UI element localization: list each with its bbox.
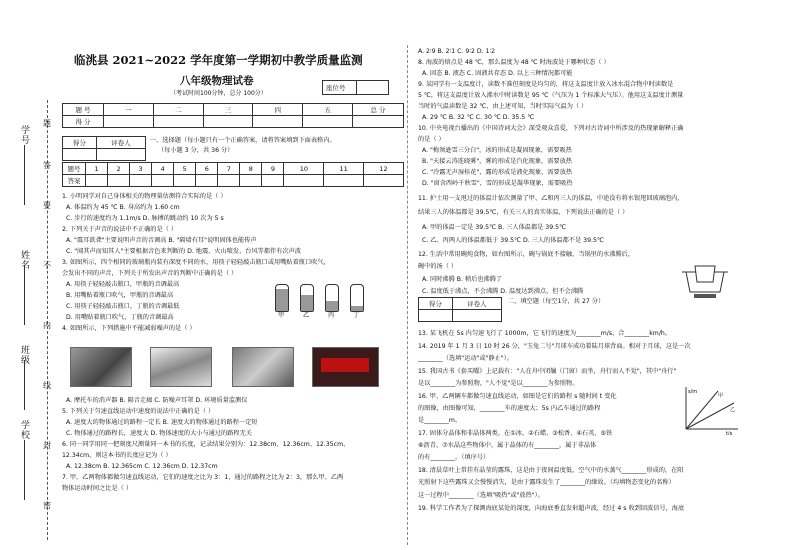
question-line: C. 物体通过的路程长，速度大 D. 物体速度的大小与通过的路程无关: [66, 430, 252, 437]
question-line: 会发出不同的声音，下列关于所发出声音的判断中正确的是（ ）: [62, 270, 238, 277]
table-cell: 得分: [63, 137, 97, 149]
grader-box: [418, 297, 502, 322]
question-line: 这一过程中________（选填"吸热"或"放热"）。: [418, 492, 544, 499]
question-line: 4. 如图所示，下列措施中不能减弱噪声的是（ ）: [62, 325, 196, 332]
stew-pot-figure: [680, 258, 730, 300]
question-line: A. 速度大的物体通过的路程一定长 B. 速度大的物体通过的路程一定短: [66, 419, 258, 426]
motorcycle-muffler-image: [70, 347, 132, 387]
table-cell: 12: [364, 163, 404, 175]
table-cell: 三: [203, 104, 253, 116]
question-line: 12. 生活中常用碗炖食物，如右图所示，碗与锅底不接触，当锅里的水沸腾后，: [418, 251, 634, 258]
score-cell[interactable]: [303, 116, 353, 128]
question-line: 11. 护士用一支甩过的体温计依次测量了甲、乙和丙三人的体温，中途没有将水银甩回玻璃泡内，: [418, 195, 684, 202]
table-cell: 得分: [419, 298, 453, 310]
question-line: 13. 某飞机在 5s 内匀速飞行了 1000m，它飞行的速度为________m/s，合________km/h。: [418, 330, 672, 337]
answer-cell[interactable]: [262, 175, 284, 187]
question-line: B. 用嘴贴着瓶口吹气，甲瓶的音调最高: [66, 292, 174, 299]
seal-char: 题: [43, 119, 51, 128]
table-cell: 8: [240, 163, 262, 175]
bowl: [695, 266, 715, 282]
question-line: 7. 甲、乙两物体都做匀速直线运动，它们的速度之比为 3：1，通过的路程之比为 2：3，那么甲、乙两: [62, 474, 344, 481]
score-cell[interactable]: [104, 116, 154, 128]
seal-char: 不: [43, 261, 51, 270]
answer-cell[interactable]: [196, 175, 218, 187]
table-cell: 10: [284, 163, 324, 175]
column-divider: [407, 45, 408, 545]
table-cell: 一: [104, 104, 154, 116]
exam-subtitle: 八年级物理试卷: [180, 75, 254, 87]
question-line: A. 用筷子轻轻敲击瓶口，甲瓶的音调最高: [66, 281, 180, 288]
question-line: 2. 下列关于声音的说法中不正确的是（ ）: [62, 226, 178, 233]
bottle-yi: [300, 284, 314, 312]
question-line: A. 甲的体温一定是 39.5℃ B. 三人体温都是 39.5℃: [422, 224, 567, 231]
table-cell: 11: [324, 163, 364, 175]
question-line: 5. 下列关于匀速直线运动中速度的说法中正确的是（ ）: [62, 408, 215, 415]
question-line: 14. 2019 年 1 月 3 日 10 时 26 分，"玉兔二号"月球车成功着陆月球背面。相对于月球，这是一次: [418, 343, 691, 350]
table-cell: 1: [86, 163, 108, 175]
table-cell: 4: [152, 163, 174, 175]
seal-char: 要: [43, 201, 51, 210]
question-line: C. "闻其声而知其人"主要根据音色来判断的 D. 地震、火山喷发、台风等都伴有次声波: [66, 248, 301, 255]
score-table-score-row: [63, 116, 404, 128]
question-line: 是以________为参照物，"人不觉"是以________为参照物。: [418, 380, 579, 387]
score-cell[interactable]: [96, 149, 145, 161]
question-line: 当时的气温读数是 32 ℃，由上述可知，当时实际气温为（ ）: [418, 103, 588, 110]
bottle-label: 甲: [278, 312, 285, 319]
answer-cell[interactable]: [174, 175, 196, 187]
bottle-label: 丙: [328, 312, 335, 319]
question-line: 9. 某同学有一支温度计，读数不准但刻度是均匀的，将这支温度计放入冰水混合物中时读数是: [418, 81, 674, 88]
question-line: 3. 如图所示，四个相同的玻璃瓶内装有深度不同的水，用筷子轻轻敲击瓶口或用嘴贴着瓶口吹气，: [62, 259, 330, 266]
question-line: 17. 固体分晶体和非晶体两类，在①冰、②石蜡、③松香、④石英、⑤铁: [418, 430, 613, 437]
question-line: 1. 小明同学对自己身体相关的物理量估测符合实际的是（ ）: [62, 193, 227, 200]
question-line: 18. 清晨草叶上常挂有晶莹的露珠，这是由于夜间温度低，空气中的水蒸气________形成的，在阳: [418, 467, 684, 474]
question-line: 6. 同一同学用同一把刻度尺测量同一本书的长度，记录结果分别为：12.38cm、12.36cm、12.35cm、: [62, 441, 350, 448]
answer-cell[interactable]: [108, 175, 130, 187]
table-cell: 6: [196, 163, 218, 175]
table-cell: 7: [218, 163, 240, 175]
question-line: ________（选填"运动"或"静止"）。: [418, 355, 513, 362]
question-line: 的有________。（填序号）: [418, 454, 490, 461]
question-line: B. "天接云涛连晓雾"，雾的形成是汽化现象，需要放热: [422, 158, 572, 165]
graph-ylabel: s/m: [688, 389, 698, 395]
question-line: 5 ℃，将这支温度计放入沸水中时读数是 95 ℃（气压为 1 个标准大气压）。他用这支温度计测量: [418, 92, 684, 99]
answer-cell[interactable]: [284, 175, 324, 187]
question-line: C. "冷露无声湿桂花"，露的形成是液化现象，需要放热: [422, 169, 573, 176]
question-line: 12.34cm，则这本书的长度应记为（ ）: [62, 452, 172, 459]
noise-monitor-image: [312, 347, 379, 387]
question-line: 碗中的汤（ ）: [418, 263, 458, 270]
table-cell: 9: [262, 163, 284, 175]
question-line: C. 乙、丙两人的体温都低于 39.5℃ D. 三人的体温都不是 39.5℃: [422, 237, 604, 244]
score-cell[interactable]: [153, 116, 203, 128]
table-cell: 5: [174, 163, 196, 175]
line-yi: [686, 403, 734, 429]
question-line: 19. 科学工作者为了探测海底某处的深度，向海底垂直发射超声波，经过 4 s 收到回波信号，海底: [418, 505, 685, 512]
side-school-label: 学校: [19, 420, 29, 440]
soundproof-corridor-image: [150, 347, 212, 387]
table-cell: 3: [130, 163, 152, 175]
bottle-jia: [275, 284, 289, 312]
section2-heading: 二、填空题（每空1分，共 27 分）: [508, 298, 605, 305]
exam-note: （考试时间100分钟，总分 100分）: [170, 90, 267, 97]
score-table-header-row: [63, 104, 404, 116]
answer-cell[interactable]: [324, 175, 364, 187]
question-line: 16. 甲、乙两辆车都做匀速直线运动，如图是它们的路程 s 随时间 t 变化: [418, 393, 617, 400]
score-cell[interactable]: [63, 149, 97, 161]
seat-label: 座位号: [326, 84, 346, 92]
bottle-label: 乙: [303, 312, 310, 319]
question-line: A. 29 ℃ B. 32 ℃ C. 30 ℃ D. 35.5 ℃: [422, 114, 535, 121]
question-line: C. 步行的速度约为 1.1m/s D. 脉搏的跳动约 10 次为 5 s: [66, 215, 224, 222]
question-line: 是________m。: [418, 417, 462, 424]
score-cell[interactable]: [419, 310, 453, 322]
table-cell: 题 号: [63, 104, 104, 116]
earmuff-image: [232, 347, 294, 387]
question-line: A. 12.38cm B. 12.365cm C. 12.36cm D. 12.37cm: [66, 463, 218, 470]
question-line: 的图像，由图像可知，________车的速度大；5s 内乙车通过的路程: [418, 405, 601, 412]
side-line: [24, 145, 25, 205]
answer-cell[interactable]: [86, 175, 108, 187]
table-cell: 总 分: [353, 104, 404, 116]
table-cell: 评卷人: [96, 137, 145, 149]
answer-table: [62, 162, 404, 187]
answer-cell[interactable]: [130, 175, 152, 187]
graph-label-yi: 乙: [730, 407, 736, 413]
seat-number-box[interactable]: [322, 80, 389, 95]
bottle-bing: [325, 284, 339, 312]
stove: [694, 294, 716, 298]
question-line: 结果三人的体温都是 39.5℃，有关三人的真实体温，下列说法正确的是（ ）: [418, 209, 629, 216]
question-line: 15. 我国古书《套买曜》上记载有："人在舟中闭牖（门窗）而坐，舟行而人不觉"，其中"舟行": [418, 368, 677, 375]
section1-heading: 一、选择题（每小题只有一个正确答案，请将答案填到下面表格内。: [150, 137, 336, 144]
answer-cell[interactable]: [218, 175, 240, 187]
question-line: D. "窗含西岭千秋雪"，雪的形成是凝华现象，需要吸热: [422, 180, 573, 187]
question-line: 光照射下这些露珠又会慢慢消失，是由于露珠发生了________的缘故。（均填物态变化的名称）: [418, 479, 675, 486]
score-cell[interactable]: [253, 116, 303, 128]
line-jia: [686, 391, 718, 429]
question-line: 10. 中央电视台播出的《中国诗词大会》深受观众喜爱，下列对古诗词中所涉及的热现象解释正确: [418, 125, 684, 132]
question-line: A. 体温约为 45 ℃ B. 身高约为 1.60 cm: [66, 204, 180, 211]
exam-title: 临洮县 2021~2022 学年度第一学期初中教学质量监测: [74, 53, 363, 67]
question-line: A. "震耳欲聋"主要说明声音的音调高 B. "隔墙有耳"说明固体也能传声: [66, 237, 257, 244]
side-name-label: 姓名: [19, 250, 29, 270]
answer-cell[interactable]: [240, 175, 262, 187]
table-cell: 得 分: [63, 116, 104, 128]
seal-char: 密: [43, 501, 51, 510]
question-line: C. 用筷子轻轻敲击瓶口，丁瓶的音调最低: [66, 303, 180, 310]
question-line: C. 温度低于沸点，不会沸腾 D. 温度达到沸点，但不会沸腾: [422, 288, 584, 295]
score-table: [62, 103, 404, 128]
table-cell: 评卷人: [452, 298, 501, 310]
grader-box: [62, 136, 146, 161]
question-line: A. 固态 B. 液态 C. 固液共存态 D. 以上三种情况都可能: [422, 70, 573, 77]
side-line: [24, 265, 25, 325]
score-cell[interactable]: [452, 310, 501, 322]
table-cell: 二: [153, 104, 203, 116]
table-cell: 五: [303, 104, 353, 116]
side-line: [24, 440, 25, 500]
score-cell[interactable]: [353, 116, 404, 128]
answer-cell[interactable]: [364, 175, 404, 187]
question-line: A. 2∶9 B. 2∶1 C. 9∶2 D. 1∶2: [418, 48, 496, 55]
table-cell: 答案: [63, 175, 86, 187]
question-line: 8. 海波的熔点是 48 ℃，那么温度为 48 ℃ 时海波处于哪种状态（ ）: [418, 59, 610, 66]
question-line: A. 同时沸腾 B. 稍后也沸腾了: [422, 276, 503, 283]
question-line: ⑥沥青、⑦水晶这些物体中，属于晶体的有________，属于非晶体: [418, 442, 597, 449]
side-class-label: 班级: [19, 345, 29, 365]
s-t-graph: [678, 385, 740, 435]
answer-cell[interactable]: [152, 175, 174, 187]
score-cell[interactable]: [203, 116, 253, 128]
table-cell: 2: [108, 163, 130, 175]
seal-char: 内: [43, 321, 51, 330]
bottle-ding: [350, 284, 364, 312]
question-line: A. 摩托车的消声器 B. 隔音走廊 C. 防噪声耳罩 D. 环境质量监测仪: [66, 397, 248, 404]
section1-heading-2: （每小题 3 分，共 36 分）: [158, 147, 234, 154]
side-line: [24, 360, 25, 410]
side-number-label: 学号: [19, 125, 29, 145]
seal-char: 封: [43, 441, 51, 450]
graph-label-jia: 甲: [718, 393, 724, 399]
question-line: D. 用嘴贴着瓶口吹气，丁瓶的音调最高: [66, 314, 174, 321]
question-line: A. "梅须逊雪三分白"，冰的形成是凝固现象，需要吸热: [422, 147, 572, 154]
question-line: 物体运动时间之比是（ ）: [62, 485, 133, 492]
seal-char: 答: [43, 161, 51, 170]
table-cell: 题号: [63, 163, 86, 175]
seal-char: 线: [43, 381, 51, 390]
table-cell: 四: [253, 104, 303, 116]
bottle-label: 丁: [353, 312, 360, 319]
graph-xlabel: t/s: [726, 431, 733, 435]
question-line: 的是（ ）: [418, 136, 445, 143]
